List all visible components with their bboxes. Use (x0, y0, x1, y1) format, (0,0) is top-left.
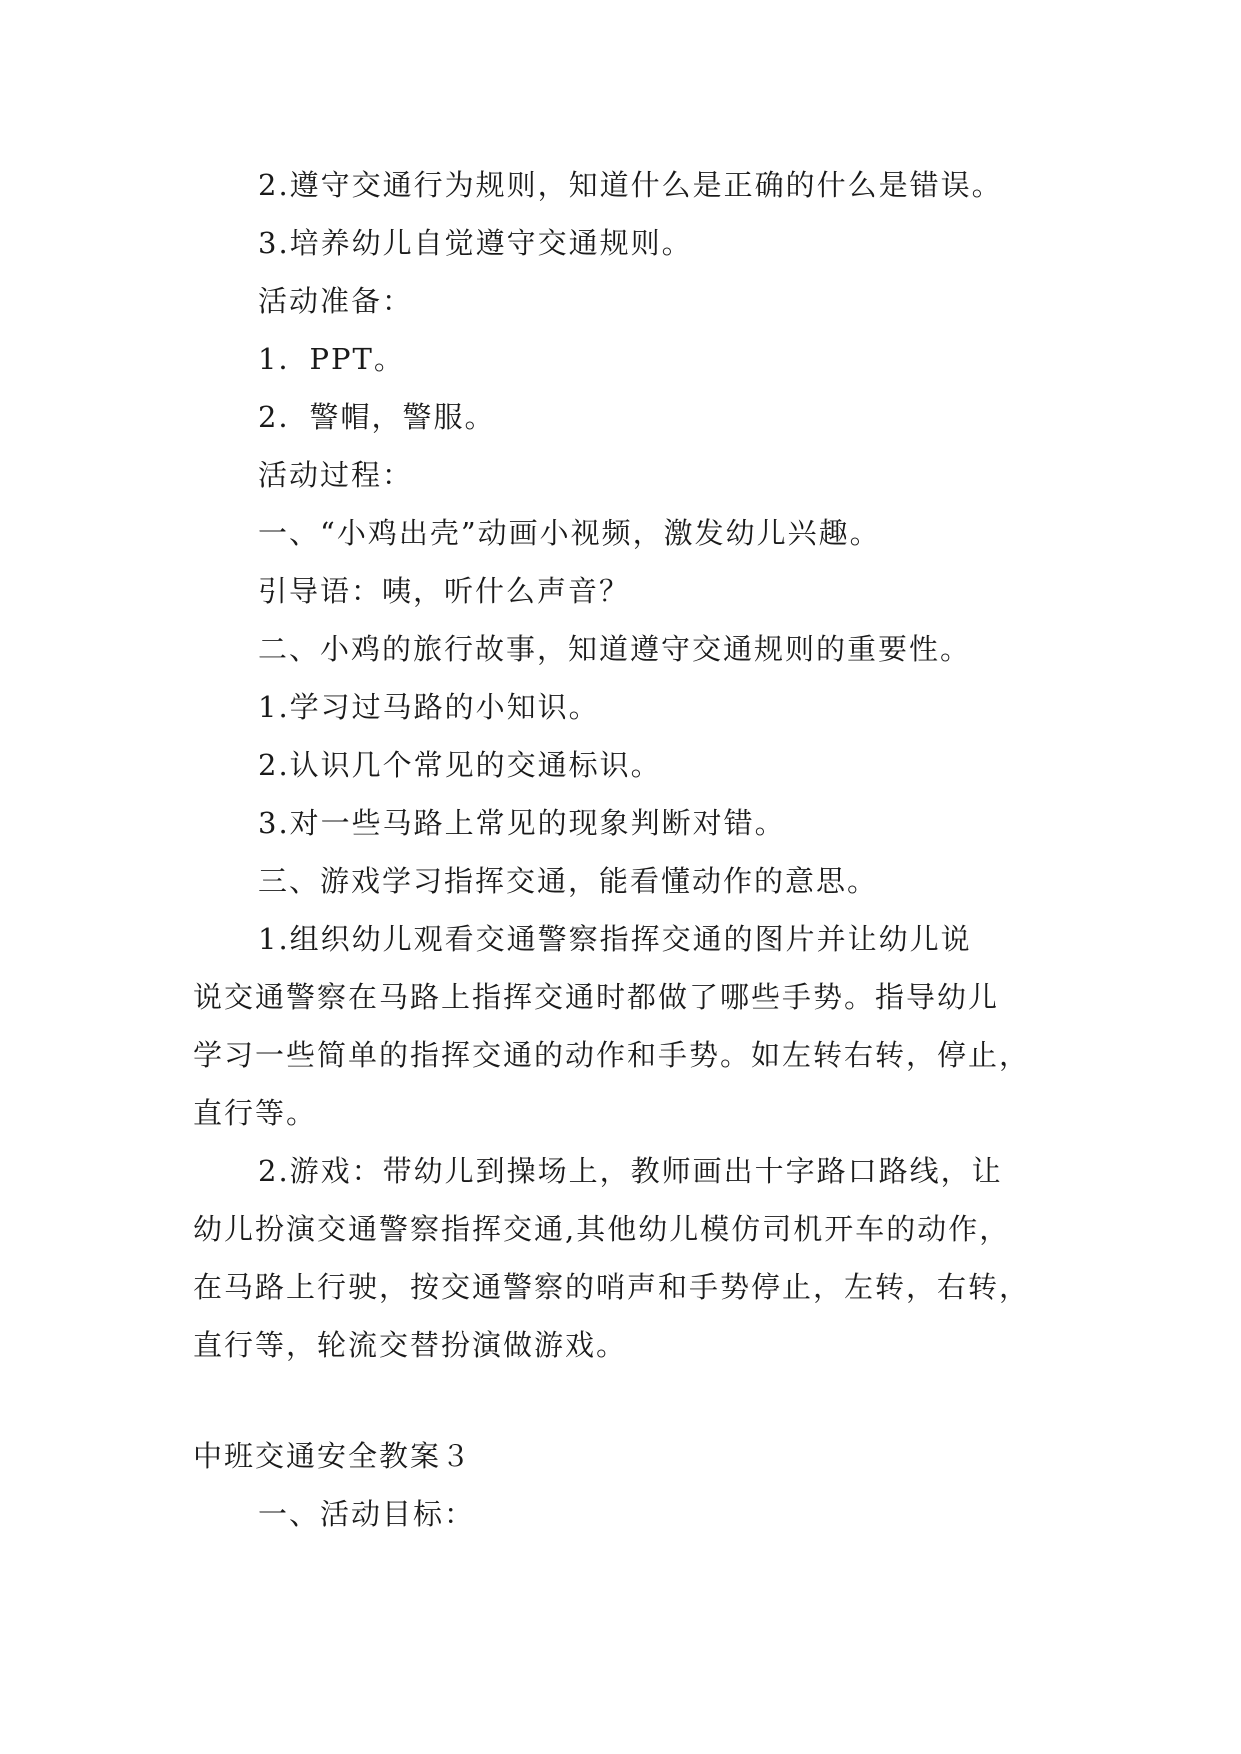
paragraph-line: 幼儿扮演交通警察指挥交通,其他幼儿模仿司机开车的动作， (193, 1212, 1011, 1246)
list-item: 2.认识几个常见的交通标识。 (258, 748, 662, 782)
paragraph-line: 说交通警察在马路上指挥交通时都做了哪些手势。指导幼儿 (193, 980, 1000, 1014)
paragraph-line: 引导语：咦，听什么声音？ (258, 574, 631, 608)
list-item: 1.学习过马路的小知识。 (258, 690, 600, 724)
paragraph-line: 一、“小鸡出壳”动画小视频，激发幼儿兴趣。 (258, 516, 881, 550)
document-title: 中班交通安全教案３ (193, 1439, 473, 1473)
paragraph-line: 直行等，轮流交替扮演做游戏。 (193, 1328, 628, 1362)
paragraph-line: 在马路上行驶，按交通警察的哨声和手势停止，左转，右转， (193, 1270, 1031, 1304)
list-item: 1．PPT。 (258, 342, 405, 376)
list-item: 3.对一些马路上常见的现象判断对错。 (258, 806, 786, 840)
paragraph-line: 二、小鸡的旅行故事，知道遵守交通规则的重要性。 (258, 632, 972, 666)
paragraph-line: 3.培养幼儿自觉遵守交通规则。 (258, 226, 693, 260)
paragraph-line: 直行等。 (193, 1096, 318, 1130)
section-heading: 活动准备： (258, 284, 414, 318)
section-heading: 活动过程： (258, 458, 414, 492)
paragraph-line: 学习一些简单的指挥交通的动作和手势。如左转右转，停止， (193, 1038, 1031, 1072)
section-heading: 一、活动目标： (258, 1497, 476, 1531)
paragraph-line: 1.组织幼儿观看交通警察指挥交通的图片并让幼儿说 (258, 922, 972, 956)
paragraph-line: 2.游戏：带幼儿到操场上，教师画出十字路口路线，让 (258, 1154, 1003, 1188)
paragraph-line: 2.遵守交通行为规则，知道什么是正确的什么是错误。 (258, 168, 1003, 202)
list-item: 2．警帽，警服。 (258, 400, 496, 434)
paragraph-line: 三、游戏学习指挥交通，能看懂动作的意思。 (258, 864, 879, 898)
